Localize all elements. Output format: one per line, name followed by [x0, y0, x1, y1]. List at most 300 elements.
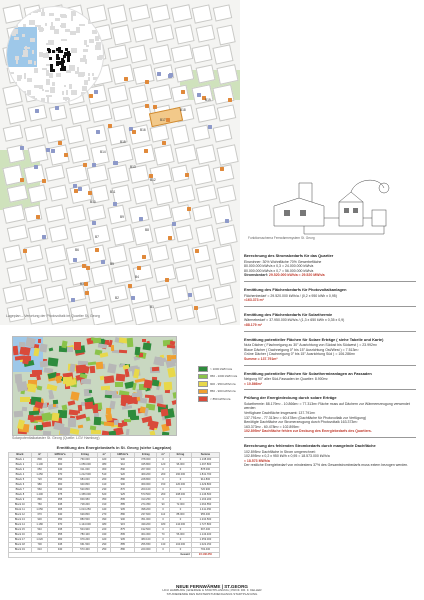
roof-tile [74, 342, 81, 350]
table-cell: 250 [98, 547, 111, 552]
table-cell: 0 [157, 517, 170, 522]
building-footprint [47, 97, 49, 102]
calc-line: 80.000.000 kWh/a x 0,3 = 24.000.000 kWh/a [244, 264, 314, 269]
study-area-building [50, 69, 53, 72]
table-cell: 120 [157, 462, 170, 467]
building-footprint [45, 90, 49, 92]
table-cell: 960 [48, 482, 72, 487]
table-cell: 1.429.800 [191, 482, 219, 487]
table-cell: 0 [157, 527, 170, 532]
roof-tile [107, 364, 116, 374]
table-cell: 965 [48, 507, 72, 512]
building-footprint [56, 73, 61, 78]
table-cell: 88.000 [170, 512, 192, 517]
table-cell: Block 15 [9, 527, 32, 532]
table-header-cell: m² [31, 453, 48, 458]
table-cell: Block 3 [9, 467, 32, 472]
roof-tile [128, 409, 136, 416]
table-cell: 880 [111, 547, 135, 552]
building-block [28, 224, 49, 243]
solar-marker [55, 106, 59, 110]
building-block [154, 24, 175, 43]
building-footprint [64, 85, 67, 87]
building-block [90, 264, 112, 285]
table-cell: 905 [111, 537, 135, 542]
building-block [192, 4, 213, 23]
building-block [132, 64, 154, 84]
building-footprint [66, 90, 68, 95]
building-block [28, 144, 49, 163]
table-cell: 380 [98, 462, 111, 467]
building-footprint [22, 91, 25, 94]
table-cell: Block 6 [9, 482, 32, 487]
table-cell: 910 [111, 462, 135, 467]
block-label: B3 [80, 282, 84, 286]
building-footprint [30, 38, 35, 42]
solar-marker [162, 141, 166, 145]
table-cell: Block 8 [9, 492, 32, 497]
table-cell: 0 [157, 547, 170, 552]
solar-marker [108, 124, 112, 128]
table-cell: 0 [170, 477, 192, 482]
building-block [175, 264, 195, 282]
building-block [91, 104, 113, 122]
roof-tile [62, 377, 71, 384]
building-footprint [46, 79, 50, 84]
table-cell: 1.400 [31, 492, 48, 497]
building-block [112, 104, 133, 122]
table-cell: 480 [98, 522, 111, 527]
calc-line: 80.000.000 kWh/a x 0,7 = 56.000.000 kWh/a [244, 268, 314, 273]
solar-marker [124, 77, 128, 81]
roof-tile [19, 346, 30, 356]
roof-tile [132, 382, 136, 389]
table-cell: 300 [98, 467, 111, 472]
building-footprint [27, 78, 32, 82]
block-label: B12 [150, 178, 156, 182]
solar-marker [168, 236, 172, 240]
roof-tile [96, 361, 104, 369]
building-footprint [71, 11, 76, 16]
solar-marker [142, 255, 146, 259]
table-cell: 940 [48, 467, 72, 472]
table-cell: 955.400 [191, 512, 219, 517]
building-footprint [50, 26, 55, 31]
solar-marker [185, 173, 189, 177]
table-cell: 2.146.500 [191, 492, 219, 497]
building-footprint [97, 56, 102, 60]
roof-tile [150, 431, 156, 436]
building-block [24, 244, 44, 262]
building-block [192, 204, 212, 221]
building-footprint [82, 86, 87, 91]
study-area-building [49, 57, 52, 60]
block-label: B13 [130, 165, 136, 169]
building-footprint [29, 20, 35, 24]
table-cell: 1.013.250 [72, 507, 98, 512]
building-block [150, 84, 172, 103]
solar-marker [195, 249, 199, 253]
building-footprint [54, 29, 59, 34]
roof-tile [115, 382, 123, 387]
calc-line: 137.791m² - 77.313m² = 60.478m² (Dachfläche für Photovoltaik zur Verfügung) [244, 415, 367, 420]
table-cell: 56.000 [170, 532, 192, 537]
roof-tile [126, 429, 130, 436]
table-cell: Block 18 [9, 542, 32, 547]
building-footprint [19, 93, 22, 98]
building-footprint [61, 39, 66, 41]
solar-marker [137, 266, 141, 270]
building-footprint [81, 92, 84, 96]
solar-potential-aerial [12, 336, 177, 436]
table-cell: 1.841.700 [191, 472, 219, 477]
solar-marker [128, 284, 132, 288]
building-footprint [33, 11, 37, 13]
table-cell: 629.800 [72, 512, 98, 517]
roof-tile [98, 344, 107, 350]
building-footprint [86, 45, 89, 47]
table-cell: Block 9 [9, 497, 32, 502]
table-cell: 950 [48, 517, 72, 522]
table-cell: Block 10 [9, 502, 32, 507]
table-cell: 960 [48, 537, 72, 542]
solar-marker [64, 153, 68, 157]
building-block [170, 124, 190, 145]
building-block [192, 284, 212, 301]
building-footprint [88, 77, 90, 81]
table-cell: 970 [48, 472, 72, 477]
building-block [66, 284, 87, 303]
table-cell: Block 14 [9, 522, 32, 527]
calc-line: Benötigte Dachfläche zur Stromerzeugung durch Photovoltaik 163.373m² [244, 420, 358, 425]
building-footprint [13, 98, 18, 103]
building-block [195, 224, 215, 244]
table-cell: 1.212.500 [72, 472, 98, 477]
table-cell: 1.050 [31, 507, 48, 512]
table-cell: 883.500 [72, 517, 98, 522]
table-cell: 912.800 [191, 477, 219, 482]
roof-tile [104, 375, 115, 383]
table-total-row [9, 552, 220, 557]
roof-tile [68, 418, 77, 427]
roof-tile [145, 395, 154, 399]
solar-marker [194, 306, 198, 310]
building-footprint [88, 20, 93, 25]
building-footprint [34, 68, 38, 73]
building-block [132, 184, 152, 204]
table-cell: 1.497.800 [191, 462, 219, 467]
building-block [49, 184, 69, 201]
building-block [49, 264, 68, 282]
solar-marker [88, 191, 92, 195]
table-header-cell: kWh/m²a [48, 453, 72, 458]
calc-line: 102.895m² x 0,2 x 950 kWh x 0,95 = 18.573.000 kWh/a [244, 454, 330, 459]
building-block [70, 144, 91, 163]
table-cell: 504.900 [72, 527, 98, 532]
roof-tile [166, 419, 172, 427]
calc-line: Verfügbare Dachfläche insgesamt: 137.791m² [244, 411, 316, 416]
building-block [7, 224, 29, 242]
solar-marker [35, 109, 39, 113]
table-cell: 0 [157, 537, 170, 542]
building-block [196, 24, 216, 43]
table-cell: 945 [48, 542, 72, 547]
table-cell: 930 [48, 487, 72, 492]
table-cell: Block 1 [9, 457, 32, 462]
table-header-cell: Block [9, 453, 32, 458]
table-cell: Block 4 [9, 472, 32, 477]
table-cell: 1.365.000 [72, 492, 98, 497]
block-label: B17 [160, 118, 166, 122]
table-cell: 560 [31, 487, 48, 492]
section-title: Ermittlung des Flächenbedarfs für Solarthermie [244, 311, 333, 317]
calc-line: 163.373m² - 60.478m² = 102.895m² [244, 424, 300, 429]
building-block [150, 124, 170, 143]
roof-tile [171, 399, 177, 405]
roof-tile [93, 417, 100, 425]
table-cell: 274.350 [135, 502, 157, 507]
solar-marker [145, 80, 149, 84]
table-cell: 310 [98, 502, 111, 507]
table-cell: 611.000 [72, 467, 98, 472]
roof-tile [162, 432, 169, 436]
table-cell: Block 11 [9, 507, 32, 512]
footer-line: STUDIERENDE DES MASTERSTUDIENGANGS STADTPLANUNG [166, 591, 258, 596]
footer-line: HCU HAMBURG | ENERGIE & STADTPLANUNG | PROF. DR. F. KELLER [162, 588, 262, 592]
table-cell: 979.200 [72, 537, 98, 542]
building-footprint [41, 98, 45, 103]
table-cell: Block 12 [9, 512, 32, 517]
table-cell: 880 [111, 477, 135, 482]
table-cell: 940 [48, 512, 72, 517]
calc-line: Grüne Dächer ( Dachneigung 0° bis 15° Ausrichtung Süd ) = 106.286m² [244, 352, 356, 357]
building-block [28, 104, 47, 121]
building-footprint [95, 36, 100, 41]
table-cell: 718.200 [72, 502, 98, 507]
legend-entry [198, 381, 238, 387]
solar-marker [83, 163, 87, 167]
building-block [216, 24, 236, 45]
table-cell: 661.500 [72, 542, 98, 547]
building-footprint [52, 82, 55, 86]
solar-marker [165, 278, 169, 282]
building-block [171, 44, 194, 63]
solar-marker [181, 90, 185, 94]
table-header-cell: Ertrag [170, 453, 192, 458]
roof-tile [37, 385, 43, 389]
building-block [175, 304, 196, 322]
roof-tile [89, 390, 92, 393]
table-cell: 228.800 [135, 477, 157, 482]
building-footprint [48, 40, 52, 46]
solar-marker [149, 174, 153, 178]
total-value: 23.138.250 [191, 552, 219, 557]
roof-tile [164, 382, 172, 390]
roof-tile [143, 379, 152, 389]
building-block [3, 124, 24, 142]
table-cell: 573.400 [72, 547, 98, 552]
table-cell: 520.800 [72, 487, 98, 492]
table-cell: 925 [111, 492, 135, 497]
table-cell: 760.000 [72, 457, 98, 462]
building-footprint [39, 52, 42, 57]
solar-marker [139, 217, 143, 221]
table-cell: 420 [98, 537, 111, 542]
table-cell: 1.064.550 [191, 502, 219, 507]
building-footprint [85, 59, 87, 64]
block-label: B18 [180, 108, 186, 112]
roof-tile [110, 345, 113, 351]
footer-title: NEUE FERNWÄRME | ST.GEORG [176, 584, 248, 589]
result-value: ≈163.373 m² [244, 298, 264, 303]
solar-marker [86, 266, 90, 270]
table-cell: 390 [98, 517, 111, 522]
result-label: Stromsbedarf: [244, 273, 268, 278]
building-footprint [10, 21, 15, 23]
solar-marker [101, 260, 105, 264]
table-header-cell: Ertrag [72, 453, 98, 458]
table-cell: 220 [98, 527, 111, 532]
building-block [107, 164, 129, 185]
building-footprint [92, 30, 97, 34]
legend-swatch [198, 366, 208, 372]
table-cell: 900 [111, 517, 135, 522]
table-cell: 510 [98, 472, 111, 477]
roof-tile [47, 357, 58, 366]
roof-tile [49, 348, 53, 352]
roof-tile [90, 365, 96, 373]
table-header-cell: Ertrag [135, 453, 157, 458]
roof-tile [104, 421, 114, 426]
table-cell: 890 [111, 467, 135, 472]
table-cell: 945 [48, 502, 72, 507]
calc-line: Einwohner: 30% Wohnfläche 70% Gewerbefläche [244, 259, 322, 264]
building-block [86, 124, 107, 144]
building-block [212, 204, 232, 224]
district-heating-schematic [244, 158, 416, 240]
building-footprint [7, 22, 9, 26]
solar-marker [20, 178, 24, 182]
table-cell: 1.143.400 [191, 532, 219, 537]
building-footprint [14, 37, 19, 40]
block-label: B4 [135, 275, 139, 279]
table-cell: Block 19 [9, 547, 32, 552]
table-cell: 895 [111, 497, 135, 502]
building-block [128, 84, 148, 104]
table-cell: 0 [170, 457, 192, 462]
table-header-cell: m² [98, 453, 111, 458]
building-footprint [9, 72, 14, 75]
roof-tile [71, 391, 80, 400]
study-area-building [62, 60, 65, 63]
solar-marker [20, 146, 24, 150]
table-cell: 885 [111, 502, 135, 507]
block-label: B10 [90, 200, 96, 204]
table-cell: 120.000 [170, 482, 192, 487]
building-footprint [42, 7, 44, 12]
building-block [175, 184, 196, 203]
section-title: Berechnung des Stromsbedarfs für das Quartier [244, 253, 334, 258]
table-cell: 0 [170, 487, 192, 492]
roof-tile [67, 400, 75, 406]
table-cell: 700 [31, 542, 48, 547]
table-cell: 0 [170, 517, 192, 522]
table-cell: 1.020 [31, 537, 48, 542]
block-label: B14 [100, 150, 106, 154]
building-block [111, 24, 131, 45]
table-cell: 697.400 [191, 527, 219, 532]
building-footprint [55, 18, 60, 21]
solar-marker [153, 105, 157, 109]
solar-marker [166, 118, 170, 122]
building-block [171, 4, 192, 22]
building-footprint [49, 13, 54, 16]
roof-tile [52, 412, 60, 421]
table-cell: 0 [157, 457, 170, 462]
solar-marker [36, 215, 40, 219]
roof-tile [16, 381, 27, 391]
building-block [171, 244, 192, 264]
building-block [196, 104, 218, 122]
table-cell: 880 [111, 512, 135, 517]
table-cell: 270 [98, 512, 111, 517]
roof-tile [106, 408, 111, 414]
roof-tile [152, 379, 160, 386]
table-cell: 900 [111, 457, 135, 462]
table-cell: 573.500 [135, 492, 157, 497]
table-cell: 890 [31, 497, 48, 502]
building-footprint [29, 12, 31, 14]
building-footprint [76, 27, 80, 32]
building-block [70, 224, 92, 244]
table-cell: 0 [157, 477, 170, 482]
table-cell: 955 [48, 532, 72, 537]
building-block [175, 144, 197, 163]
building-footprint [60, 14, 66, 17]
table-cell: 439.200 [135, 522, 157, 527]
solar-legend [198, 366, 238, 404]
building-footprint [93, 77, 98, 80]
table-cell: 670 [31, 512, 48, 517]
solar-marker [34, 165, 38, 169]
building-block [216, 224, 238, 245]
table-cell: 0 [157, 507, 170, 512]
result-value: ≈ 18.573 MWh/a [244, 458, 270, 463]
table-cell: 800 [31, 457, 48, 462]
roof-tile [40, 361, 49, 368]
building-footprint [45, 23, 48, 26]
roof-tile [67, 347, 73, 352]
building-block [213, 284, 234, 302]
study-area-building [52, 69, 55, 72]
roof-tile [172, 392, 177, 399]
solar-marker [78, 187, 82, 191]
building-block [108, 84, 129, 103]
study-area-building [63, 68, 66, 71]
roof-tile [69, 363, 75, 372]
building-block [154, 224, 176, 243]
building-block [45, 164, 65, 182]
section-title: Ermittlung des Flächenbedarfs für Photovoltaikanlagen [244, 286, 347, 292]
building-block [217, 104, 236, 121]
building-footprint [94, 86, 97, 88]
table-cell: Block 16 [9, 532, 32, 537]
building-footprint [68, 98, 70, 101]
table-header-cell: kWh/m²a [111, 453, 135, 458]
table-cell: 793.400 [191, 547, 219, 552]
building-block [65, 125, 84, 145]
roof-tile [145, 408, 150, 417]
